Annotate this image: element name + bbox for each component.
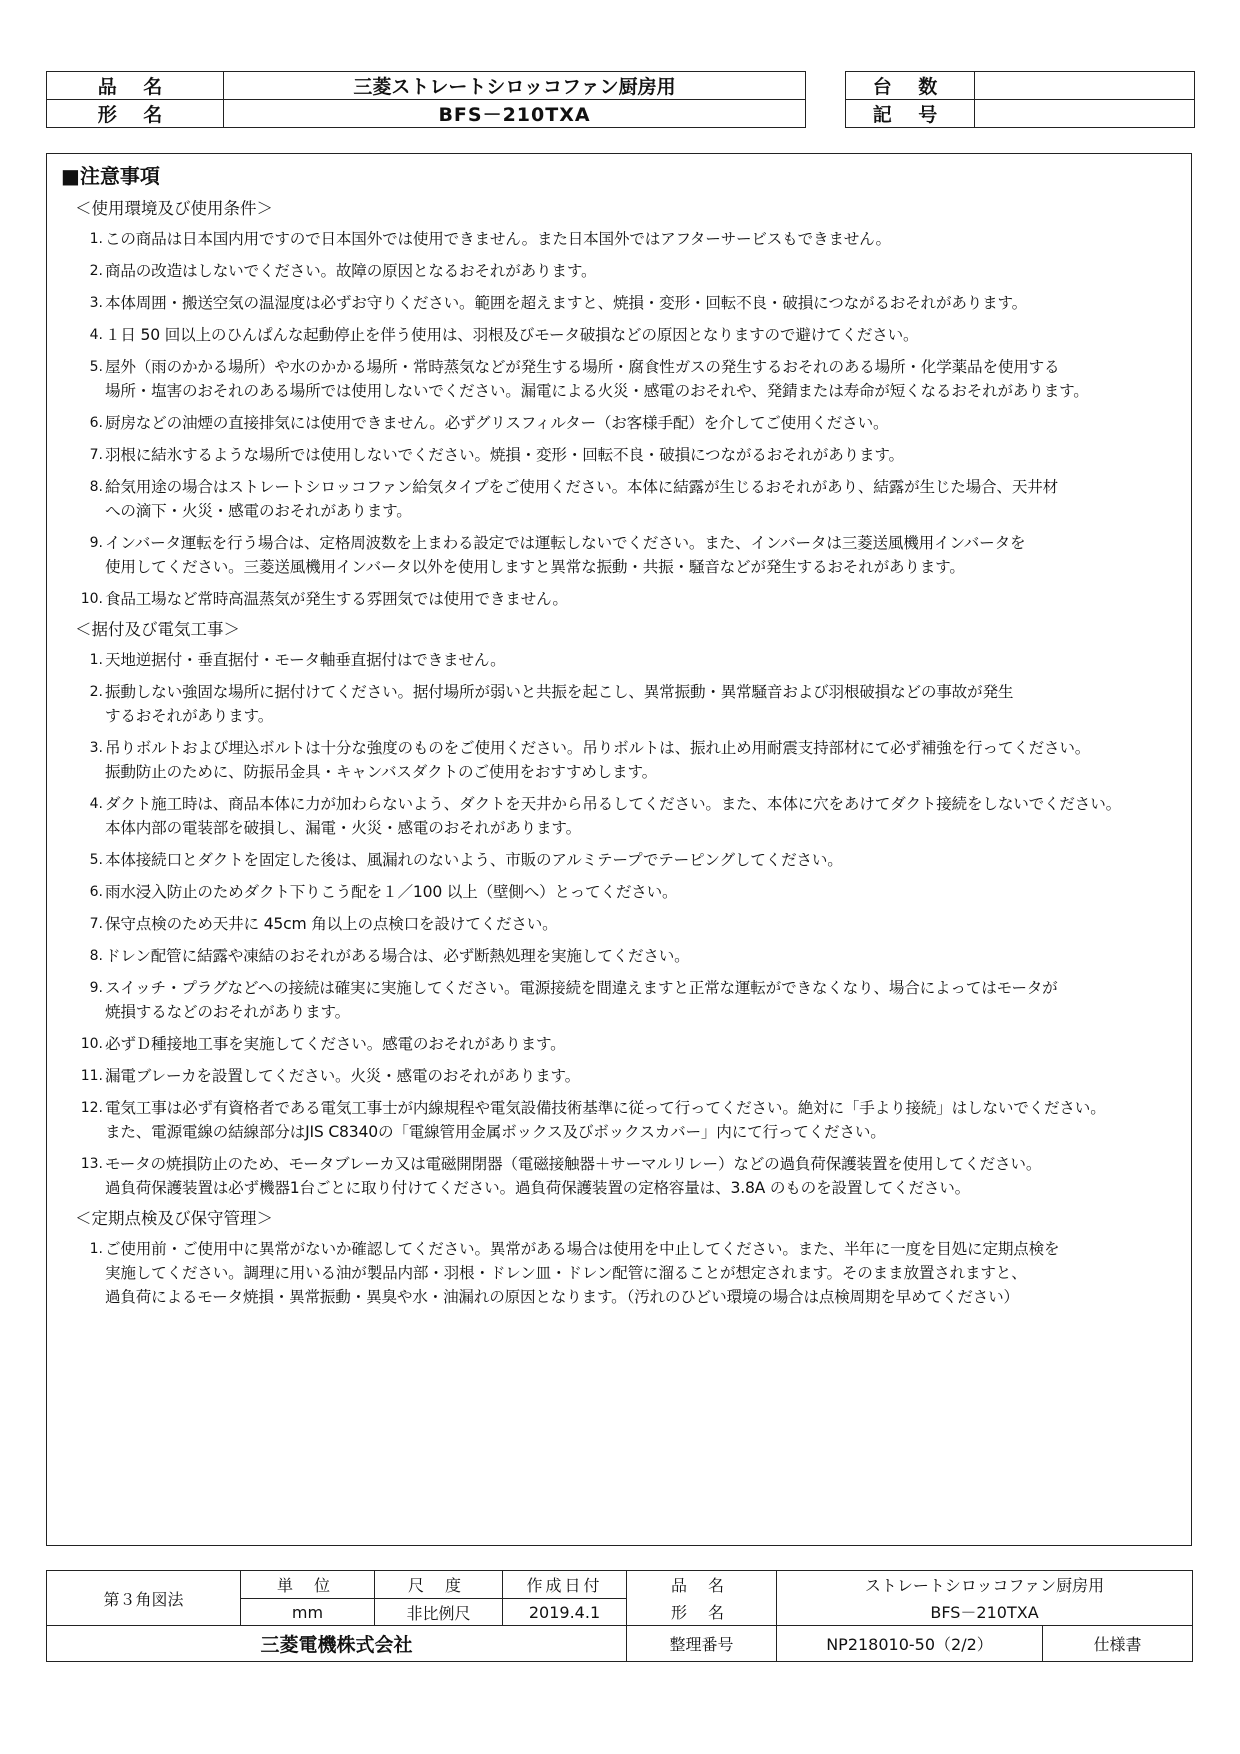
doc-type: 仕様書: [1043, 1626, 1193, 1662]
unit-value: mm: [241, 1599, 375, 1626]
note-item-number: 9.: [89, 535, 103, 551]
projection-method: 第３角図法: [47, 1571, 241, 1626]
footer-model-value: BFS－210TXA: [777, 1599, 1193, 1626]
qty-value: [975, 72, 1195, 100]
note-item-text: 屋外（雨のかかる場所）や水のかかる場所・常時蒸気などが発生する場所・腐食性ガスの発生するおそれのある場所・化学薬品を使用する 場所・塩害のおそれのある場所では使用しないでください。漏電による火災・感電のおそれや、発錆または寿命が短くなるおそれがあります。: [105, 358, 1089, 400]
note-item: [75, 475, 1179, 523]
date-value: 2019.4.1: [503, 1599, 627, 1626]
qty-label: 台 数: [846, 72, 975, 100]
date-label: 作成日付: [503, 1571, 627, 1599]
note-item-text: 羽根に結氷するような場所では使用しないでください。焼損・変形・回転不良・破損につながるおそれがあります。: [105, 446, 904, 464]
note-item: [75, 443, 1179, 467]
note-item-text: 商品の改造はしないでください。故障の原因となるおそれがあります。: [105, 262, 597, 280]
note-item-text: この商品は日本国内用ですので日本国外では使用できません。また日本国外ではアフターサービスもできません。: [105, 230, 891, 248]
note-item: [75, 912, 1179, 936]
note-item-text: ダクト施工時は、商品本体に力が加わらないよう、ダクトを天井から吊るしてください。また、本体に穴をあけてダクト接続をしないでください。 本体内部の電装部を破損し、漏電・火災・感電のおそれがあります。: [105, 795, 1121, 837]
note-item-text: 本体周囲・搬送空気の温湿度は必ずお守りください。範囲を超えますと、焼損・変形・回転不良・破損につながるおそれがあります。: [105, 294, 1028, 312]
note-item-number: 6.: [89, 415, 103, 431]
note-item: [75, 880, 1179, 904]
note-item-text: 雨水浸入防止のためダクト下りこう配を１／100 以上（壁側へ）とってください。: [105, 883, 678, 901]
note-item-text: 振動しない強固な場所に据付けてください。据付場所が弱いと共振を起こし、異常振動・異常騒音および羽根破損などの事故が発生 するおそれがあります。: [105, 683, 1014, 725]
note-item-number: 2.: [89, 684, 103, 700]
note-item: [75, 1032, 1179, 1056]
note-item-text: インバータ運転を行う場合は、定格周波数を上まわる設定では運転しないでください。また、インバータは三菱送風機用インバータを 使用してください。三菱送風機用インバータ以外を使用しますと異常な振動・共振・騒音などが発生するおそれがあります。: [105, 534, 1026, 576]
note-item: [75, 1152, 1179, 1200]
note-item-text: 給気用途の場合はストレートシロッコファン給気タイプをご使用ください。本体に結露が生じるおそれがあり、結露が生じた場合、天井材 への滴下・火災・感電のおそれがあります。: [105, 478, 1059, 520]
note-item: [75, 1237, 1179, 1309]
header-product-table: [46, 71, 806, 128]
scale-label: 尺 度: [375, 1571, 503, 1599]
note-item: [75, 227, 1179, 251]
note-item-number: 2.: [89, 263, 103, 279]
note-item-number: 6.: [89, 884, 103, 900]
product-name-label: 品 名: [47, 72, 224, 100]
model-name-value: BFS－210TXA: [224, 100, 806, 128]
note-item-text: 天地逆据付・垂直据付・モータ軸垂直据付はできません。: [105, 651, 506, 669]
note-item: [75, 355, 1179, 403]
note-item-number: 13.: [80, 1156, 103, 1172]
title-block: [46, 1570, 1193, 1662]
footer-product-value: ストレートシロッコファン厨房用: [777, 1571, 1193, 1599]
note-item-number: 4.: [89, 796, 103, 812]
note-item-text: 本体接続口とダクトを固定した後は、風漏れのないよう、市販のアルミテープでテーピングしてください。: [105, 851, 843, 869]
note-item: [75, 259, 1179, 283]
note-item-number: 3.: [89, 740, 103, 756]
note-item-text: 必ずＤ種接地工事を実施してください。感電のおそれがあります。: [105, 1035, 566, 1053]
note-item-number: 4.: [89, 327, 103, 343]
note-item: [75, 648, 1179, 672]
note-item-number: 7.: [89, 916, 103, 932]
section-title: ＜使用環境及び使用条件＞: [75, 199, 273, 218]
section-title: ＜定期点検及び保守管理＞: [75, 1209, 273, 1228]
note-item-text: 電気工事は必ず有資格者である電気工事士が内線規程や電気設備技術基準に従って行ってください。絶対に「手より接続」はしないでください。 また、電源電線の結線部分はJIS C8340の「電線管用金属ボックス及びボックスカバー」内にて行ってください。: [105, 1099, 1106, 1141]
note-item-number: 3.: [89, 295, 103, 311]
note-item-text: １日 50 回以上のひんぱんな起動停止を伴う使用は、羽根及びモータ破損などの原因となりますので避けてください。: [105, 326, 919, 344]
note-item-number: 7.: [89, 447, 103, 463]
section-title: ＜据付及び電気工事＞: [75, 620, 240, 639]
notes-body: [75, 198, 1179, 1317]
symbol-label: 記 号: [846, 100, 975, 128]
note-item-number: 12.: [80, 1100, 103, 1116]
note-item-number: 5.: [89, 359, 103, 375]
note-item-text: 吊りボルトおよび埋込ボルトは十分な強度のものをご使用ください。吊りボルトは、振れ止め用耐震支持部材にて必ず補強を行ってください。 振動防止のために、防振吊金具・キャンバスダクトのご使用をおすすめします。: [105, 739, 1091, 781]
note-item-number: 10.: [80, 591, 103, 607]
unit-label: 単 位: [241, 1571, 375, 1599]
note-item-number: 1.: [89, 1241, 103, 1257]
ref-label: 整理番号: [627, 1626, 777, 1662]
note-item: [75, 848, 1179, 872]
note-item: [75, 944, 1179, 968]
note-item-text: モータの焼損防止のため、モータブレーカ又は電磁開閉器（電磁接触器＋サーマルリレー）などの過負荷保護装置を使用してください。 過負荷保護装置は必ず機器1台ごとに取り付けてください。過負荷保護装置の定格容量は、3.8A のものを設置してください。: [105, 1155, 1042, 1197]
note-item-text: 漏電ブレーカを設置してください。火災・感電のおそれがあります。: [105, 1067, 581, 1085]
note-item-number: 11.: [80, 1068, 103, 1084]
note-item-text: ドレン配管に結露や凍結のおそれがある場合は、必ず断熱処理を実施してください。: [105, 947, 690, 965]
note-item: [75, 291, 1179, 315]
product-name-value: 三菱ストレートシロッコファン厨房用: [224, 72, 806, 100]
model-name-label: 形 名: [47, 100, 224, 128]
note-item-text: ご使用前・ご使用中に異常がないか確認してください。異常がある場合は使用を中止してください。また、半年に一度を目処に定期点検を 実施してください。調理に用いる油が製品内部・羽根・ドレン皿・ドレン配管に溜ることが想定されます。そのまま放置されますと、 過負荷によるモータ焼損・異常振動・異臭や水・油漏れの原因となります。（汚れのひどい環境の場合は点検周期を早めてください）: [105, 1240, 1060, 1306]
note-item: [75, 587, 1179, 611]
note-item: [75, 531, 1179, 579]
notes-title: ■注意事項: [61, 164, 160, 188]
note-item: [75, 411, 1179, 435]
note-item: [75, 1064, 1179, 1088]
note-item-number: 8.: [89, 948, 103, 964]
footer-model-label: 形 名: [627, 1599, 777, 1626]
note-item: [75, 736, 1179, 784]
note-item: [75, 792, 1179, 840]
note-item-text: 食品工場など常時高温蒸気が発生する雰囲気では使用できません。: [105, 590, 568, 608]
header-qty-table: [845, 71, 1195, 128]
note-item-text: スイッチ・プラグなどへの接続は確実に実施してください。電源接続を間違えますと正常な運転ができなくなり、場合によってはモータが 焼損するなどのおそれがあります。: [105, 979, 1058, 1021]
note-item-number: 5.: [89, 852, 103, 868]
note-item-number: 9.: [89, 980, 103, 996]
note-item: [75, 680, 1179, 728]
note-item: [75, 323, 1179, 347]
notes-box: [46, 153, 1192, 1546]
company-name: 三菱電機株式会社: [47, 1626, 627, 1662]
scale-value: 非比例尺: [375, 1599, 503, 1626]
note-item-text: 保守点検のため天井に 45cm 角以上の点検口を設けてください。: [105, 915, 558, 933]
symbol-value: [975, 100, 1195, 128]
note-item-number: 1.: [89, 231, 103, 247]
note-item: [75, 1096, 1179, 1144]
note-item-number: 10.: [80, 1036, 103, 1052]
footer-product-label: 品 名: [627, 1571, 777, 1599]
note-item-number: 1.: [89, 652, 103, 668]
note-item: [75, 976, 1179, 1024]
note-item-number: 8.: [89, 479, 103, 495]
note-item-text: 厨房などの油煙の直接排気には使用できません。必ずグリスフィルター（お客様手配）を介してご使用ください。: [105, 414, 889, 432]
ref-value: NP218010-50（2/2）: [777, 1626, 1043, 1662]
